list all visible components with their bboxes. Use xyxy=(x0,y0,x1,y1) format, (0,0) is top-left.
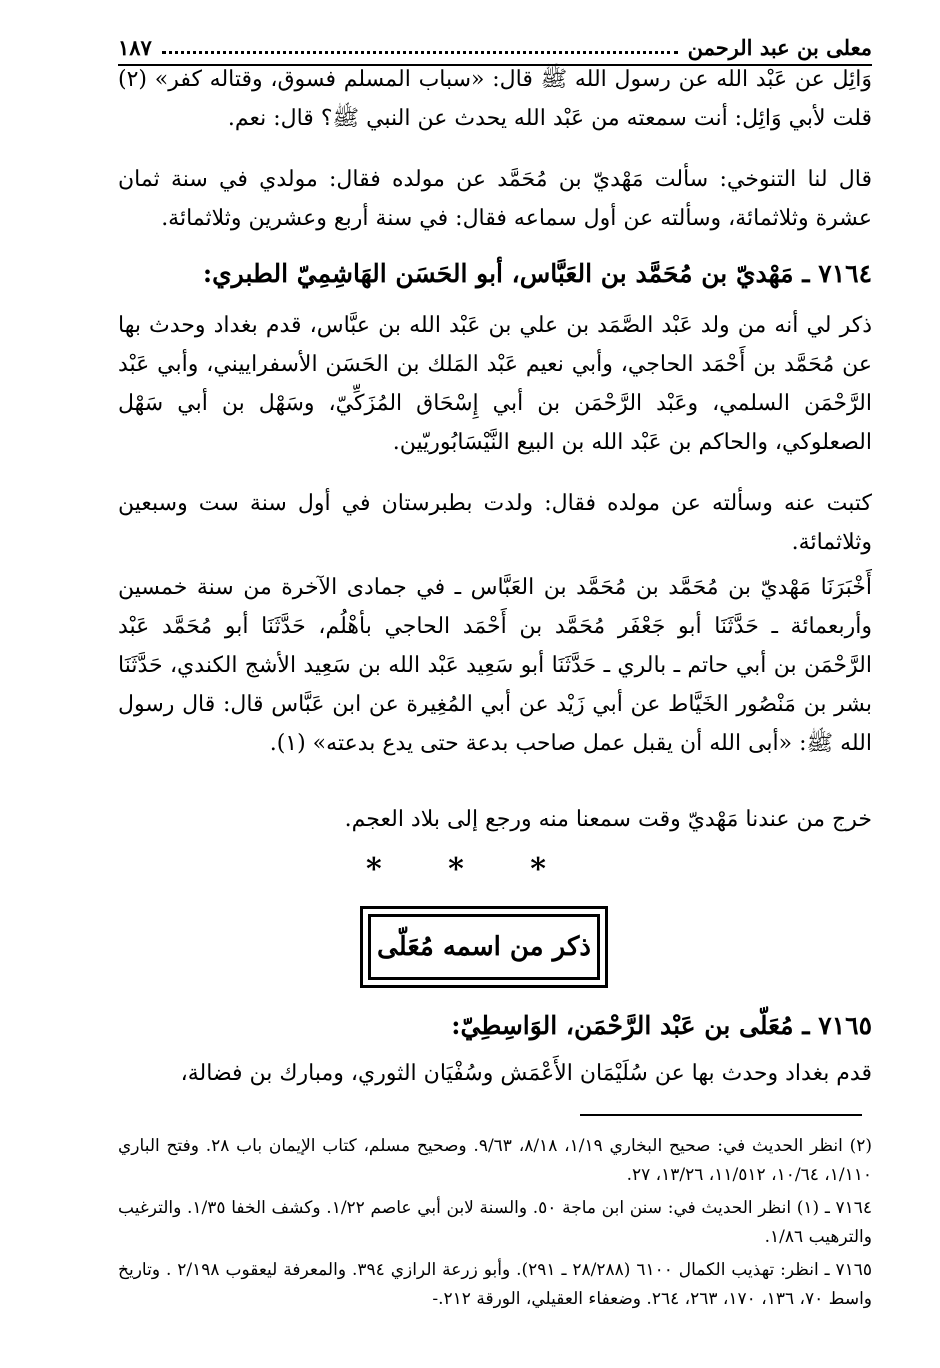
paragraph-birth-year: كتبت عنه وسألته عن مولده فقال: ولدت بطبرستان في أول سنة ست وسبعين وثلاثمائة. xyxy=(118,491,872,555)
section-heading: ذكر من اسمه مُعَلّى xyxy=(368,914,600,980)
section-heading-frame xyxy=(360,906,608,988)
paragraph-departure: خرج من عندنا مَهْديّ وقت سمعنا منه ورجع إلى بلاد العجم. xyxy=(344,807,872,832)
running-title: معلى بن عبد الرحمن xyxy=(687,35,872,60)
footnote-7165: ٧١٦٥ ـ انظر: تهذيب الكمال ٦١٠٠ (٢٨/٢٨٨ ـ ٢٩١). وأبو زرعة الرازي ٣٩٤. والمعرفة ليعقوب ٢/١٩٨ . وتاريخ واسط ٧٠، ١٣٦، ١٧٠، ٢٦٣، ٢٦٤. وضعفاء العقيلي، الورقة ٢١٢.- xyxy=(118,1260,873,1309)
paragraph-hadith-continuation: وَائِل عن عَبْد الله عن رسول الله ﷺ قال: «سباب المسلم فسوق، وقتاله كفر» (٢) قلت لأبي وَائِل: أنت سمعته من عَبْد الله يحدث عن النبي ﷺ؟ قال: نعم. xyxy=(118,67,872,131)
page-number: ١٨٧ xyxy=(118,35,152,60)
footnote-2: (٢) انظر الحديث في: صحيح البخاري ١/١٩، ٨/١٨، ٩/٦٣. وصحيح مسلم، كتاب الإيمان باب ٢٨. وفتح الباري ١/١١٠، ١٠/٦٤، ١١/٥١٢، ١٣/٢٦، ٢٧. xyxy=(118,1136,873,1185)
header-dot-leader xyxy=(162,51,678,54)
footnote-7164: ٧١٦٤ ـ (١) انظر الحديث في: سنن ابن ماجة ٥٠. والسنة لابن أبي عاصم ١/٢٢. وكشف الخفا ١/٣٥. والترغيب والترهيب ١/٨٦. xyxy=(118,1198,873,1247)
paragraph-isnad: أَخْبَرَنَا مَهْديّ بن مُحَمَّد بن مُحَمَّد بن العَبَّاس ـ في جمادى الآخرة من سنة خمسين وأربعمائة ـ حَدَّثَنَا أبو جَعْفَر مُحَمَّد بن أَحْمَد الحاجي بأهْلُم، حَدَّثَنَا أبو مُحَمَّد عَبْد الرَّحْمَن بن أبي حاتم ـ بالري ـ حَدَّثَنَا أبو سَعِيد عَبْد الله بن سَعِيد الأشج الكندي، حَدَّثَنَا بشر بن مَنْصُور الخَيَّاط عن أبي زَيْد عن أبي المُغِيرة عن ابن عَبَّاس قال: قال رسول الله ﷺ: «أبى الله أن يقبل عمل صاحب بدعة حتى يدع بدعته» (١). xyxy=(118,575,872,756)
paragraph-biography: ذكر لي أنه من ولد عَبْد الصَّمَد بن علي بن عَبْد الله بن عبَّاس، قدم بغداد وحدث بها عن مُحَمَّد بن أَحْمَد الحاجي، وأبي نعيم عَبْد المَلك بن الحَسَن الأسفراييني، وأبي عَبْد الرَّحْمَن السلمي، وعَبْد الرَّحْمَن بن أبي إِسْحَاق المُزَكِّيّ، وسَهْل بن أبي سَهْل الصعلوكي، والحاكم بن عَبْد الله بن البيع النَّيْسَابُوريّين. xyxy=(118,313,872,455)
footnote-separator xyxy=(580,1114,862,1116)
entry-heading-7164: ٧١٦٤ ـ مَهْديّ بن مُحَمَّد بن العَبَّاس، أبو الحَسَن الهَاشِمِيّ الطبري: xyxy=(202,259,872,288)
paragraph-birth-info: قال لنا التنوخي: سألت مَهْديّ بن مُحَمَّد عن مولده فقال: مولدي في سنة ثمان عشرة وثلاثمائة، وسألته عن أول سماعه فقال: في سنة أربع وعشرين وثلاثمائة. xyxy=(118,167,872,231)
entry-heading-7165: ٧١٦٥ ـ مُعَلّى بن عَبْد الرَّحْمَن، الوَاسِطِيّ: xyxy=(451,1011,872,1040)
separator-stars: * * * xyxy=(366,852,574,887)
paragraph-entry-7165: قدم بغداد وحدث بها عن سُلَيْمَان الأَعْمَش وسُفْيَان الثوري، ومبارك بن فضالة، xyxy=(180,1061,872,1086)
